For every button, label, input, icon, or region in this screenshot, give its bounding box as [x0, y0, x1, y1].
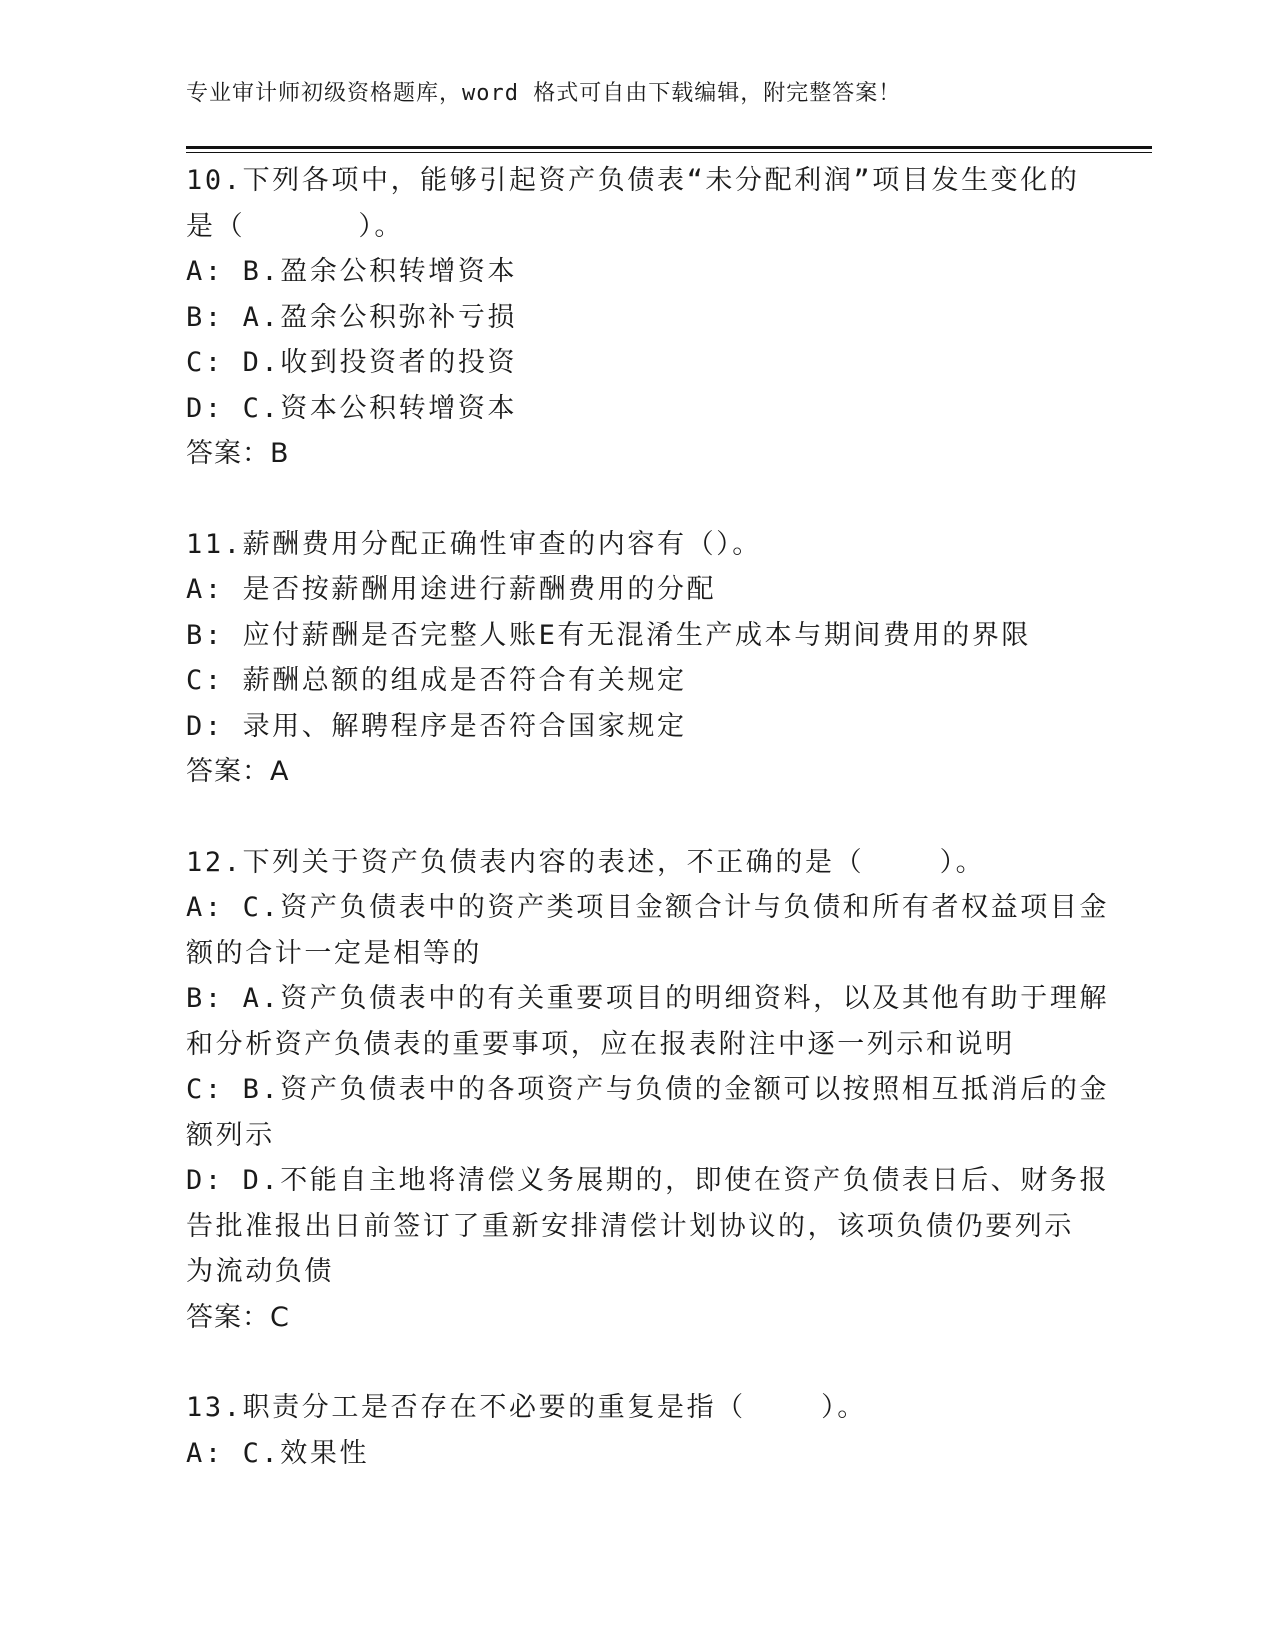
option-line: A: C.资产负债表中的资产类项目金额合计与负债和所有者权益项目金 [186, 892, 1110, 923]
answer-line: 答案：B [186, 438, 290, 469]
option-line: B: A.盈余公积弥补亏损 [186, 301, 518, 333]
option-line: C: B.资产负债表中的各项资产与负债的金额可以按照相互抵消后的金 [186, 1074, 1110, 1105]
header-rule-thin [186, 152, 1152, 153]
option-line: D: 录用、解聘程序是否符合国家规定 [186, 710, 687, 742]
question-stem-line: 10.下列各项中，能够引起资产负债表“未分配利润”项目发生变化的 [186, 165, 1080, 196]
question-list [186, 158, 1110, 1476]
option-line: 为流动负债 [186, 1256, 334, 1287]
option-line: A: B.盈余公积转增资本 [186, 256, 518, 287]
option-line: A: 是否按薪酬用途进行薪酬费用的分配 [186, 574, 717, 605]
header-rule-thick [186, 146, 1152, 149]
option-line: 和分析资产负债表的重要事项，应在报表附注中逐一列示和说明 [186, 1028, 1015, 1060]
page-header: 专业审计师初级资格题库，word 格式可自由下载编辑，附完整答案！ [186, 81, 902, 106]
question-block [186, 158, 1086, 477]
question-block [186, 522, 1086, 795]
question-spacer [186, 1340, 1086, 1385]
option-line: A: C.效果性 [186, 1437, 370, 1469]
option-line: C: 薪酬总额的组成是否符合有关规定 [186, 665, 687, 696]
question-stem-line: 是（ ）。 [186, 210, 405, 242]
option-line: 额列示 [186, 1119, 275, 1151]
option-line: 告批准报出日前签订了重新安排清偿计划协议的，该项负债仍要列示 [186, 1210, 1074, 1242]
question-spacer [186, 795, 1086, 840]
option-line: B: A.资产负债表中的有关重要项目的明细资料，以及其他有助于理解 [186, 983, 1110, 1014]
question-spacer [186, 477, 1086, 522]
question-stem-line: 13.职责分工是否存在不必要的重复是指（ ）。 [186, 1392, 867, 1423]
option-line: D: C.资本公积转增资本 [186, 392, 518, 424]
question-block [186, 840, 1110, 1341]
answer-line: 答案：C [186, 1301, 290, 1333]
option-line: B: 应付薪酬是否完整人账E有无混淆生产成本与期间费用的界限 [186, 619, 1032, 651]
question-block [186, 1385, 1086, 1476]
option-line: 额的合计一定是相等的 [186, 937, 482, 969]
option-line: C: D.收到投资者的投资 [186, 347, 518, 378]
question-stem-line: 12.下列关于资产负债表内容的表述，不正确的是（ ）。 [186, 846, 986, 878]
option-line: D: D.不能自主地将清偿义务展期的，即使在资产负债表日后、财务报 [186, 1165, 1110, 1196]
question-stem-line: 11.薪酬费用分配正确性审查的内容有（）。 [186, 528, 762, 560]
answer-line: 答案：A [186, 756, 290, 787]
